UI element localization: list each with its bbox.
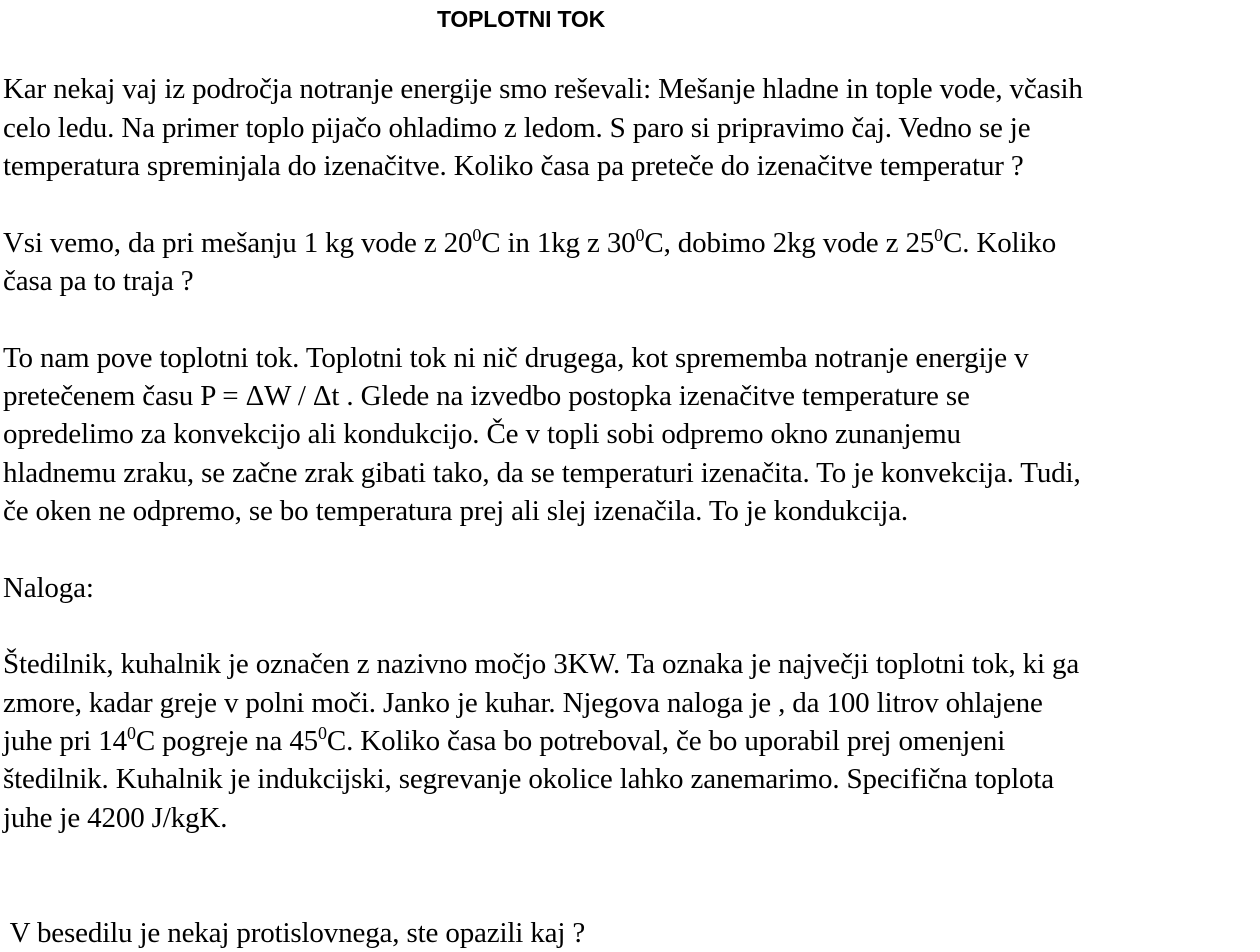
paragraph-4-line-1: Štedilnik, kuhalnik je označen z nazivno močjo 3KW. Ta oznaka je največji toplotni tok, ki ga bbox=[3, 648, 1080, 680]
paragraph-1-line-2: celo ledu. Na primer toplo pijačo ohladimo z ledom. S paro si pripravimo čaj. Vedno se je bbox=[3, 112, 1031, 144]
paragraph-3-line-1: To nam pove toplotni tok. Toplotni tok ni nič drugega, kot sprememba notranje energije v bbox=[3, 342, 1029, 374]
paragraph-3-line-3: opredelimo za konvekcijo ali kondukcijo. Če v topli sobi odpremo okno zunanjemu bbox=[3, 418, 961, 450]
paragraph-4-line-3 bbox=[3, 722, 1005, 760]
text-segment: C pogreje na 45 bbox=[135, 725, 319, 757]
superscript-degree: 0 bbox=[127, 723, 136, 743]
paragraph-2-line-1 bbox=[3, 224, 1056, 262]
paragraph-2-line-2: časa pa to traja ? bbox=[3, 265, 194, 297]
text-segment: C in 1kg z 30 bbox=[481, 227, 636, 259]
text-segment: C, dobimo 2kg vode z 25 bbox=[644, 227, 935, 259]
paragraph-3-line-5: če oken ne odpremo, se bo temperatura prej ali slej izenačila. To je kondukcija. bbox=[3, 495, 909, 527]
superscript-degree: 0 bbox=[635, 225, 645, 245]
page-title: TOPLOTNI TOK bbox=[437, 6, 605, 32]
paragraph-3-line-2: pretečenem času P = ΔW / Δt . Glede na izvedbo postopka izenačitve temperature se bbox=[3, 380, 970, 412]
text-segment: C. Koliko bbox=[943, 227, 1057, 259]
superscript-degree: 0 bbox=[472, 225, 482, 245]
text-segment: juhe pri 14 bbox=[3, 725, 127, 757]
paragraph-4-line-4: štedilnik. Kuhalnik je indukcijski, segrevanje okolice lahko zanemarimo. Specifična toplota bbox=[3, 763, 1054, 795]
superscript-degree: 0 bbox=[318, 723, 327, 743]
paragraph-4-line-5: juhe je 4200 J/kgK. bbox=[3, 802, 228, 834]
text-segment: C. Koliko časa bo potreboval, če bo uporabil prej omenjeni bbox=[326, 725, 1006, 757]
text-segment: Vsi vemo, da pri mešanju 1 kg vode z 20 bbox=[3, 227, 473, 259]
paragraph-1-line-3: temperatura spreminjala do izenačitve. Koliko časa pa preteče do izenačitve temperatur ? bbox=[3, 150, 1024, 182]
paragraph-1-line-1: Kar nekaj vaj iz področja notranje energije smo reševali: Mešanje hladne in tople vode, včasih bbox=[3, 73, 1083, 105]
paragraph-4-line-2: zmore, kadar greje v polni moči. Janko je kuhar. Njegova naloga je , da 100 litrov ohlajene bbox=[3, 687, 1043, 719]
paragraph-3-line-4: hladnemu zraku, se začne zrak gibati tako, da se temperaturi izenačita. To je konvekcija. Tudi, bbox=[3, 457, 1081, 489]
closing-question: V besedilu je nekaj protislovnega, ste opazili kaj ? bbox=[3, 917, 586, 949]
superscript-degree: 0 bbox=[934, 225, 944, 245]
task-heading: Naloga: bbox=[3, 572, 94, 604]
